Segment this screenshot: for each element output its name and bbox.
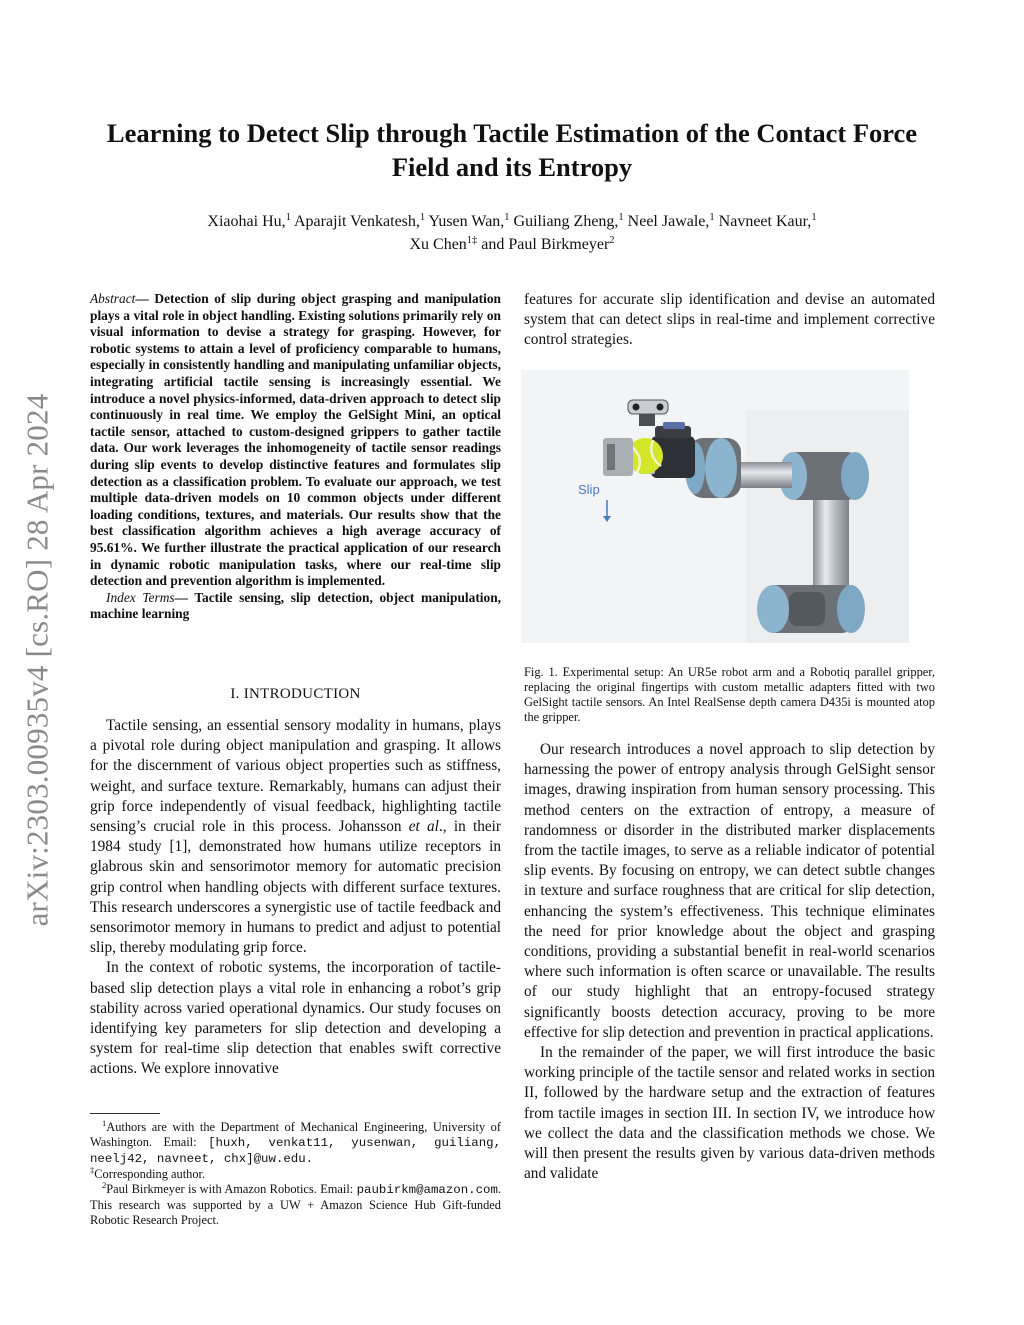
right-column-body (524, 740, 935, 1184)
footnote-corresponding: ‡Corresponding author. (90, 1165, 206, 1181)
gelsight-pad (607, 444, 615, 470)
paper-title: Learning to Detect Slip through Tactile Estimation of the Contact Force Field and its Entropy (106, 118, 918, 182)
footnote-1: $^1$Authors are with the Department of Mechanical Engineering, University of Washington. Email: [huxh, venkat11, yusenwan, guiliang, neelj42, navneet, chx]@uw.edu. (90, 1118, 502, 1166)
footnote-rule (90, 1113, 160, 1114)
abstract (90, 291, 501, 623)
paragraph: In the remainder of the paper, we will first introduce the basic working principle of the tactile sensor and related works in section II, followed by the hardware setup and the extraction of features from tactile images in section III. In section IV, we introduce how we collect the data and the classification methods we chose. We will then present the results given by various data-driven methods and validate (524, 1044, 935, 1183)
author: Yusen Wan,$^1$ (428, 212, 510, 230)
paragraph: In the context of robotic systems, the incorporation of tactile-based slip detection plays a vital role in enhancing a robot’s grip stability across varied operational dynamics. Our study focuses on identifying key parameters for slip detection and developing a system for real-time slip detection that enables swift corrective actions. We explore innovative (90, 959, 501, 1078)
author: Aparajit Venkatesh,$^1$ (294, 212, 426, 230)
arm-elbow-joint (779, 452, 869, 500)
figure-caption: Fig. 1. Experimental setup: An UR5e robot arm and a Robotiq parallel gripper, replacing the original fingertips with custom metallic adapters fitted with two GelSight tactile sensors. An Intel RealSense depth camera D435i is mounted atop the gripper. (524, 665, 935, 724)
author: Guiliang Zheng,$^1$ (513, 212, 624, 230)
abstract-text: Abstract— Detection of slip during object grasping and manipulation plays a vital role in object handling. Existing solutions primarily rely on visual information to devise a strategy for grasping. However, for robotic systems to attain a level of proficiency comparable to humans, especially in consistently handling and manipulating unfamiliar objects, integrating artificial tactile sensing is increasingly essential. We introduce a novel physics-informed, data-driven approach to detect slip continuously in real time. We employ the GelSight Mini, an optical tactile sensor, attached to custom-designed grippers to gather tactile data. Our work leverages the inhomogeneity of tactile sensor readings during slip events to develop distinctive features and formulates slip detection as a classification problem. To evaluate our approach, we test multiple data-driven models on 10 common objects under different loading conditions, textures, and materials. Our results show that the best classification algorithm achieves a high average accuracy of 95.61%. We further illustrate the practical application of our research in dynamic robotic manipulation tasks, where our real-time slip detection and prevention algorithm is implemented. (90, 291, 501, 589)
index-terms: Index Terms— Tactile sensing, slip detection, object manipulation, machine learning (90, 589, 501, 622)
footnote-2: $^2$Paul Birkmeyer is with Amazon Robotics. Email: paubirkm@amazon.com. This research was supported by a UW + Amazon Science Hub Gift-funded Robotic Research Project. (90, 1180, 501, 1227)
amazon-email: paubirkm@amazon.com (356, 1183, 498, 1197)
arxiv-id-text: arXiv:2303.00935v4 [cs.RO] 28 Apr 2024 (19, 393, 54, 927)
paragraph: Our research introduces a novel approach to slip detection by harnessing the power of entropy analysis through GelSight sensor images, drawing inspiration from human sensory processing. This method centers on the extraction of entropy, a measure of randomness or disorder in the distributed marker displacements from the tactile images, to serve as a reliable indicator of potential slip events. By focusing on entropy, we can detect subtle changes in texture and surface roughness that are critical for slip detection, enhancing the system’s effectiveness. This technique eliminates the need for prior knowledge about the object and grasping conditions, providing a substantial benefit in real-world scenarios where such information is often scarce or unavailable. The results of our study highlight that an entropy-focused strategy significantly boosts detection accuracy, proving to be more effective for slip detection and prevention in practical applications. (524, 741, 935, 1041)
paragraph: Tactile sensing, an essential sensory modality in humans, plays a pivotal role during object manipulation and grasping. It allows for the discernment of various object properties such as stiffness, weight, and surface texture. Remarkably, humans can adjust their grip force independently of visual feedback, highlighting tactile sensing’s crucial role in this process. Johansson et al., in their 1984 study [1], demonstrated how humans utilize receptors in glabrous skin and sensorimotor memory for automatic precision grip control when handling objects with different surface textures. This research underscores a synergistic use of tactile feedback and sensorimotor memory in humans to predict and adjust to potential slip, thereby modulating grip force. (90, 717, 501, 957)
slip-label: Slip (578, 482, 600, 497)
introduction-body (90, 716, 501, 1080)
author-line-2 (120, 233, 904, 256)
index-terms-lead: Index Terms (106, 589, 175, 605)
abstract-lead: Abstract (90, 291, 136, 306)
figure-robot-photo (521, 370, 909, 643)
arxiv-side-identifier (12, 350, 62, 970)
author: Navneet Kaur,$^1$ (718, 212, 817, 230)
author: Xiaohai Hu,$^1$ (207, 212, 291, 230)
intro-continued (524, 290, 935, 351)
author: Xu Chen$^{1\ddagger}$ (409, 235, 478, 253)
author-line-1 (120, 210, 904, 233)
section-heading-introduction: I. INTRODUCTION (230, 686, 361, 702)
arm-base-joint (757, 585, 865, 633)
author: Neel Jawale,$^1$ (627, 212, 715, 230)
footnotes (90, 1120, 501, 1228)
robot-arm-illustration (521, 370, 909, 643)
author-list (120, 210, 904, 256)
author: and Paul Birkmeyer$^2$ (481, 235, 615, 253)
author-emails: [huxh, venkat11, yusenwan, guiliang, neelj42, navneet, chx]@uw.edu. (90, 1136, 502, 1166)
paragraph: features for accurate slip identification and devise an automated system that can detect slips in real-time and implement corrective control strategies. (524, 291, 935, 349)
